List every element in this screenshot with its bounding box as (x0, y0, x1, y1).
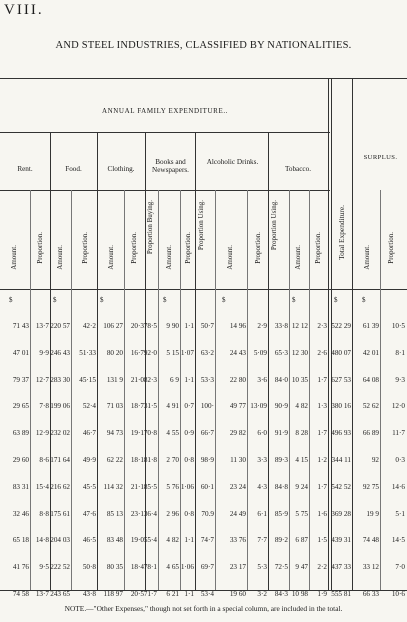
table-cell: 65·3 (274, 349, 288, 357)
table-cell: 4 55 (166, 429, 179, 437)
category-rent: Rent. (17, 165, 33, 173)
col-divider (352, 78, 353, 590)
table-cell: 8 28 (295, 429, 308, 437)
table-cell: 12 30 (291, 349, 308, 357)
table-cell: 12·7 (35, 376, 49, 384)
table-cell: 12 12 (291, 322, 308, 330)
table-cell: 5 76 (166, 483, 179, 491)
table-cell: 98·9 (200, 456, 214, 464)
table-cell: 216 62 (50, 483, 70, 491)
table-cell: 369 28 (331, 510, 351, 518)
table-cell: 106 27 (103, 322, 123, 330)
table-cell: 36·4 (143, 510, 157, 518)
table-cell: 1·7 (317, 429, 327, 437)
table-cell: 283 30 (50, 376, 70, 384)
table-cell: 20·5 (130, 590, 144, 598)
dollar-sign: $ (9, 296, 13, 304)
table-cell: 84·0 (274, 376, 288, 384)
table-cell: 50·7 (200, 322, 214, 330)
table-cell: 627 53 (331, 376, 351, 384)
table-cell: 19·1 (130, 429, 144, 437)
table-cell: 63·2 (200, 349, 214, 357)
table-cell: 71 43 (12, 322, 29, 330)
table-cell: 20·3 (130, 322, 144, 330)
table-cell: 4 82 (166, 536, 179, 544)
table-cell: 4 15 (295, 456, 308, 464)
table-cell: 12·0 (391, 402, 405, 410)
subheader-total-expenditure: Total Expenditure. (337, 205, 346, 260)
table-cell: 29 82 (229, 429, 246, 437)
table-cell: 496 93 (331, 429, 351, 437)
category-alcoholic: Alcoholic Drinks. (206, 158, 259, 166)
subheader-rent-proportion: Proportion. (36, 232, 44, 264)
table-cell: 1·5 (317, 536, 327, 544)
table-cell: 66 33 (362, 590, 379, 598)
table-cell: 199 06 (50, 402, 70, 410)
table-cell: 9 47 (295, 563, 308, 571)
col-divider (195, 133, 196, 590)
table-cell: 78·5 (143, 322, 157, 330)
subheader-clothing-amount: Amount. (107, 245, 115, 270)
table-cell: 1·2 (317, 456, 327, 464)
table-cell: 480 07 (331, 349, 351, 357)
table-cell: 55·4 (143, 536, 157, 544)
table-cell: 2·3 (317, 322, 327, 330)
dollar-sign: $ (362, 296, 366, 304)
category-tobacco: Tobacco. (284, 165, 312, 173)
table-cell: 52 62 (362, 402, 379, 410)
table-cell: 13·7 (35, 322, 49, 330)
table-cell: 70.9 (201, 510, 214, 518)
table-cell: 33 76 (229, 536, 246, 544)
table-cell: 82·3 (143, 376, 157, 384)
table-cell: 1·1 (184, 590, 194, 598)
subheader-alcoholic-proportion-using: Proportion Using. (197, 200, 205, 251)
table-cell: 222 52 (50, 563, 70, 571)
table-cell: 19·0 (130, 536, 144, 544)
table-cell: 2 96 (166, 510, 179, 518)
table-cell: 49·9 (82, 456, 96, 464)
dollar-sign: $ (292, 296, 296, 304)
table-cell: 24 43 (229, 349, 246, 357)
table-cell: 71 03 (106, 402, 123, 410)
table-cell: 53·4 (200, 590, 214, 598)
category-books: Books and Newspapers. (152, 158, 189, 174)
table-cell: 2·6 (317, 349, 327, 357)
table-cell: 8·8 (39, 510, 49, 518)
subcol-divider (247, 190, 248, 590)
table-cell: 243 65 (50, 590, 70, 598)
subheader-books-proportion: Proportion. (184, 232, 192, 264)
table-cell: 51·33 (79, 349, 96, 357)
table-cell: 1·1 (184, 536, 194, 544)
subcol-divider (71, 190, 72, 590)
subcol-divider (30, 190, 31, 590)
table-cell: 71·7 (143, 590, 157, 598)
subheader-alcoholic-proportion: Proportion. (254, 232, 262, 264)
table-cell: 42·2 (82, 322, 96, 330)
subcol-divider (180, 190, 181, 590)
table-cell: 85·9 (274, 510, 288, 518)
table-cell: 91·9 (274, 429, 288, 437)
table-cell: 2·2 (317, 563, 327, 571)
table-cell: 522 29 (331, 322, 351, 330)
table-cell: 89·2 (274, 536, 288, 544)
subcol-divider (215, 190, 216, 590)
table-cell: 10·6 (391, 590, 405, 598)
table-cell: 21·1 (130, 483, 144, 491)
table-cell: 1·9 (317, 590, 327, 598)
table-cell: 15·4 (35, 483, 49, 491)
table-cell: 92·0 (143, 349, 157, 357)
table-cell: 10 35 (291, 376, 308, 384)
table-cell: 74 48 (362, 536, 379, 544)
subheader-tobacco-amount: Amount. (294, 245, 302, 270)
table-cell: 232 02 (50, 429, 70, 437)
table-cell: 11·7 (392, 429, 405, 437)
table-cell: 19 9 (366, 510, 379, 518)
table-cell: 83 31 (12, 483, 29, 491)
table-cell: 2·9 (257, 322, 267, 330)
table-cell: 3·6 (257, 376, 267, 384)
dollar-sign: $ (222, 296, 226, 304)
table-cell: 12·9 (35, 429, 49, 437)
rule-subheaders (0, 289, 407, 290)
subheader-books-proportion-buying: Proportion Buying. (146, 200, 154, 255)
table-cell: 23 24 (229, 483, 246, 491)
table-cell: 1·06 (180, 563, 194, 571)
table-cell: 8·1 (395, 349, 405, 357)
table-cell: 0·8 (184, 510, 194, 518)
table-cell: 24 49 (229, 510, 246, 518)
table-cell: 0·3 (395, 456, 405, 464)
table-cell: 29 65 (12, 402, 29, 410)
table-cell: 9 24 (295, 483, 308, 491)
table-cell: 6·1 (257, 510, 267, 518)
table-cell: 131 9 (106, 376, 123, 384)
table-cell: 66 89 (362, 429, 379, 437)
table-cell: 9·5 (39, 563, 49, 571)
table-cell: 66·7 (200, 429, 214, 437)
table-cell: 5 15 (166, 349, 179, 357)
table-cell: 31·5 (143, 402, 157, 410)
table-cell: 65 18 (12, 536, 29, 544)
subheader-surplus-proportion: Proportion. (387, 232, 395, 264)
table-cell: 14·8 (35, 536, 49, 544)
table-cell: 10 98 (291, 590, 308, 598)
subheader-tobacco-proportion: Proportion. (314, 232, 322, 264)
table-cell: 18·4 (130, 563, 144, 571)
group-header-annual-expenditure: ANNUAL FAMILY EXPENDITURE.. (101, 107, 229, 115)
table-cell: 61 39 (362, 322, 379, 330)
table-cell: 92 (371, 456, 379, 464)
table-cell: 83 48 (106, 536, 123, 544)
table-cell: 1·1 (184, 322, 194, 330)
table-cell: 18·7 (130, 402, 144, 410)
table-cell: 52·4 (82, 402, 96, 410)
table-cell: 114 32 (103, 483, 123, 491)
table-cell: 2 70 (166, 456, 179, 464)
subcol-divider (289, 190, 290, 590)
table-cell: 50·8 (82, 563, 96, 571)
table-cell: 74·7 (200, 536, 214, 544)
table-cell: 6 21 (166, 590, 179, 598)
table-cell: 7·8 (39, 402, 49, 410)
table-cell: 85 13 (106, 510, 123, 518)
table-cell: 4 65 (166, 563, 179, 571)
table-cell: 7·7 (257, 536, 267, 544)
table-cell: 555 81 (331, 590, 351, 598)
table-cell: 1·06 (180, 483, 194, 491)
table-cell: 100· (200, 402, 214, 410)
category-food: Food. (65, 165, 82, 173)
table-cell: 42 01 (362, 349, 379, 357)
table-cell: 45·15 (79, 376, 96, 384)
table-cell: 9·9 (39, 349, 49, 357)
dollar-sign: $ (53, 296, 57, 304)
table-cell: 21·0 (130, 376, 144, 384)
table-cell: 5·09 (253, 349, 267, 357)
table-cell: 380 16 (331, 402, 351, 410)
table-cell: 64 08 (362, 376, 379, 384)
table-cell: 62 22 (106, 456, 123, 464)
table-cell: 13·09 (250, 402, 267, 410)
table-cell: 14·6 (391, 483, 405, 491)
table-cell: 70·8 (143, 429, 157, 437)
col-divider (97, 133, 98, 590)
table-cell: 4 91 (166, 402, 179, 410)
table-cell: 1·3 (317, 402, 327, 410)
table-cell: 11 30 (230, 456, 246, 464)
table-cell: 13·7 (35, 590, 49, 598)
table-cell: 6 87 (295, 536, 308, 544)
table-cell: 46·5 (82, 536, 96, 544)
table-cell: 7·0 (395, 563, 405, 571)
table-cell: 437 33 (331, 563, 351, 571)
table-cell: 49 77 (229, 402, 246, 410)
table-cell: 60·1 (200, 483, 214, 491)
table-cell: 22 80 (229, 376, 246, 384)
table-cell: 1·07 (180, 349, 194, 357)
col-divider (268, 133, 269, 590)
subheader-rent-amount: Amount. (10, 245, 18, 270)
table-cell: 89·3 (274, 456, 288, 464)
subheader-books-amount: Amount. (165, 245, 173, 270)
table-cell: 33 12 (362, 563, 379, 571)
table-cell: 53·3 (200, 376, 214, 384)
table-cell: 1·7 (317, 376, 327, 384)
subheader-food-proportion: Proportion. (81, 232, 89, 264)
table-cell: 439 31 (331, 536, 351, 544)
table-cell: 90·9 (274, 402, 288, 410)
table-cell: 204 03 (50, 536, 70, 544)
table-cell: 81·8 (143, 456, 157, 464)
table-cell: 78·1 (143, 563, 157, 571)
table-cell: 6·0 (257, 429, 267, 437)
table-cell: 0·7 (184, 402, 194, 410)
table-cell: 32 46 (12, 510, 29, 518)
table-cell: 63 89 (12, 429, 29, 437)
table-cell: 5·3 (257, 563, 267, 571)
dollar-sign: $ (334, 296, 338, 304)
table-cell: 3·2 (257, 590, 267, 598)
table-cell: 74 58 (12, 590, 29, 598)
table-cell: 23·1 (130, 510, 144, 518)
table-cell: 84·3 (274, 590, 288, 598)
subheader-tobacco-proportion-using: Proportion Using. (270, 200, 278, 251)
table-cell: 46·7 (82, 429, 96, 437)
col-divider (50, 133, 51, 590)
subheader-alcoholic-amount: Amount. (226, 245, 234, 270)
table-cell: 4 82 (295, 402, 308, 410)
table-cell: 1·7 (317, 483, 327, 491)
table-cell: 0·9 (184, 429, 194, 437)
table-cell: 10·5 (391, 322, 405, 330)
table-cell: 220 57 (50, 322, 70, 330)
table-cell: 9 90 (166, 322, 179, 330)
table-cell: 9·3 (395, 376, 405, 384)
table-cell: 45·5 (82, 483, 96, 491)
table-cell: 1·1 (184, 376, 194, 384)
subheader-clothing-proportion: Proportion. (130, 232, 138, 264)
table-cell: 92 75 (362, 483, 379, 491)
table-cell: 23 17 (229, 563, 246, 571)
table-cell: 4·3 (257, 483, 267, 491)
subheader-surplus-amount: Amount. (363, 245, 371, 270)
subcol-divider (309, 190, 310, 590)
dollar-sign: $ (100, 296, 104, 304)
table-cell: 118 97 (103, 590, 123, 598)
category-clothing: Clothing. (107, 165, 135, 173)
table-cell: 47 01 (12, 349, 29, 357)
table-cell: 19 60 (229, 590, 246, 598)
table-cell: 80 20 (106, 349, 123, 357)
table-cell: 14 96 (229, 322, 246, 330)
table-cell: 41 76 (12, 563, 29, 571)
dollar-sign: $ (163, 296, 167, 304)
table-cell: 16·7 (130, 349, 144, 357)
subcol-divider (380, 190, 381, 590)
table-cell: 47·6 (82, 510, 96, 518)
table-cell: 43·8 (82, 590, 96, 598)
table-cell: 33·8 (274, 322, 288, 330)
table-cell: 14·5 (391, 536, 405, 544)
table-cell: 5·1 (395, 510, 405, 518)
table-cell: 1·6 (317, 510, 327, 518)
table-cell: 246 43 (50, 349, 70, 357)
table-cell: 175 61 (50, 510, 70, 518)
table-cell: 85·5 (143, 483, 157, 491)
table-cell: 8·6 (39, 456, 49, 464)
table-cell: 84·8 (274, 483, 288, 491)
table-cell: 5 75 (295, 510, 308, 518)
page-heading: AND STEEL INDUSTRIES, CLASSIFIED BY NATIONALITIES. (55, 40, 352, 51)
footnote: NOTE.—"Other Expenses," though not set forth in a special column, are included in the total. (64, 604, 343, 613)
table-cell: 18·1 (130, 456, 144, 464)
table-cell: 171 64 (50, 456, 70, 464)
table-cell: 6 9 (170, 376, 179, 384)
table-cell: 80 35 (106, 563, 123, 571)
section-numeral: VIII. (4, 2, 44, 18)
table-cell: 79 37 (12, 376, 29, 384)
table-cell: 69·7 (200, 563, 214, 571)
table-cell: 72·5 (274, 563, 288, 571)
table-cell: 0·8 (184, 456, 194, 464)
subheader-food-amount: Amount. (56, 245, 64, 270)
table-cell: 542 52 (331, 483, 351, 491)
table-cell: 344 11 (331, 456, 351, 464)
rule-top (0, 78, 407, 79)
subcol-divider (124, 190, 125, 590)
table-cell: 3·3 (257, 456, 267, 464)
table-cell: 29 60 (12, 456, 29, 464)
table-cell: 94 73 (106, 429, 123, 437)
category-surplus: SURPLUS. (363, 154, 398, 161)
